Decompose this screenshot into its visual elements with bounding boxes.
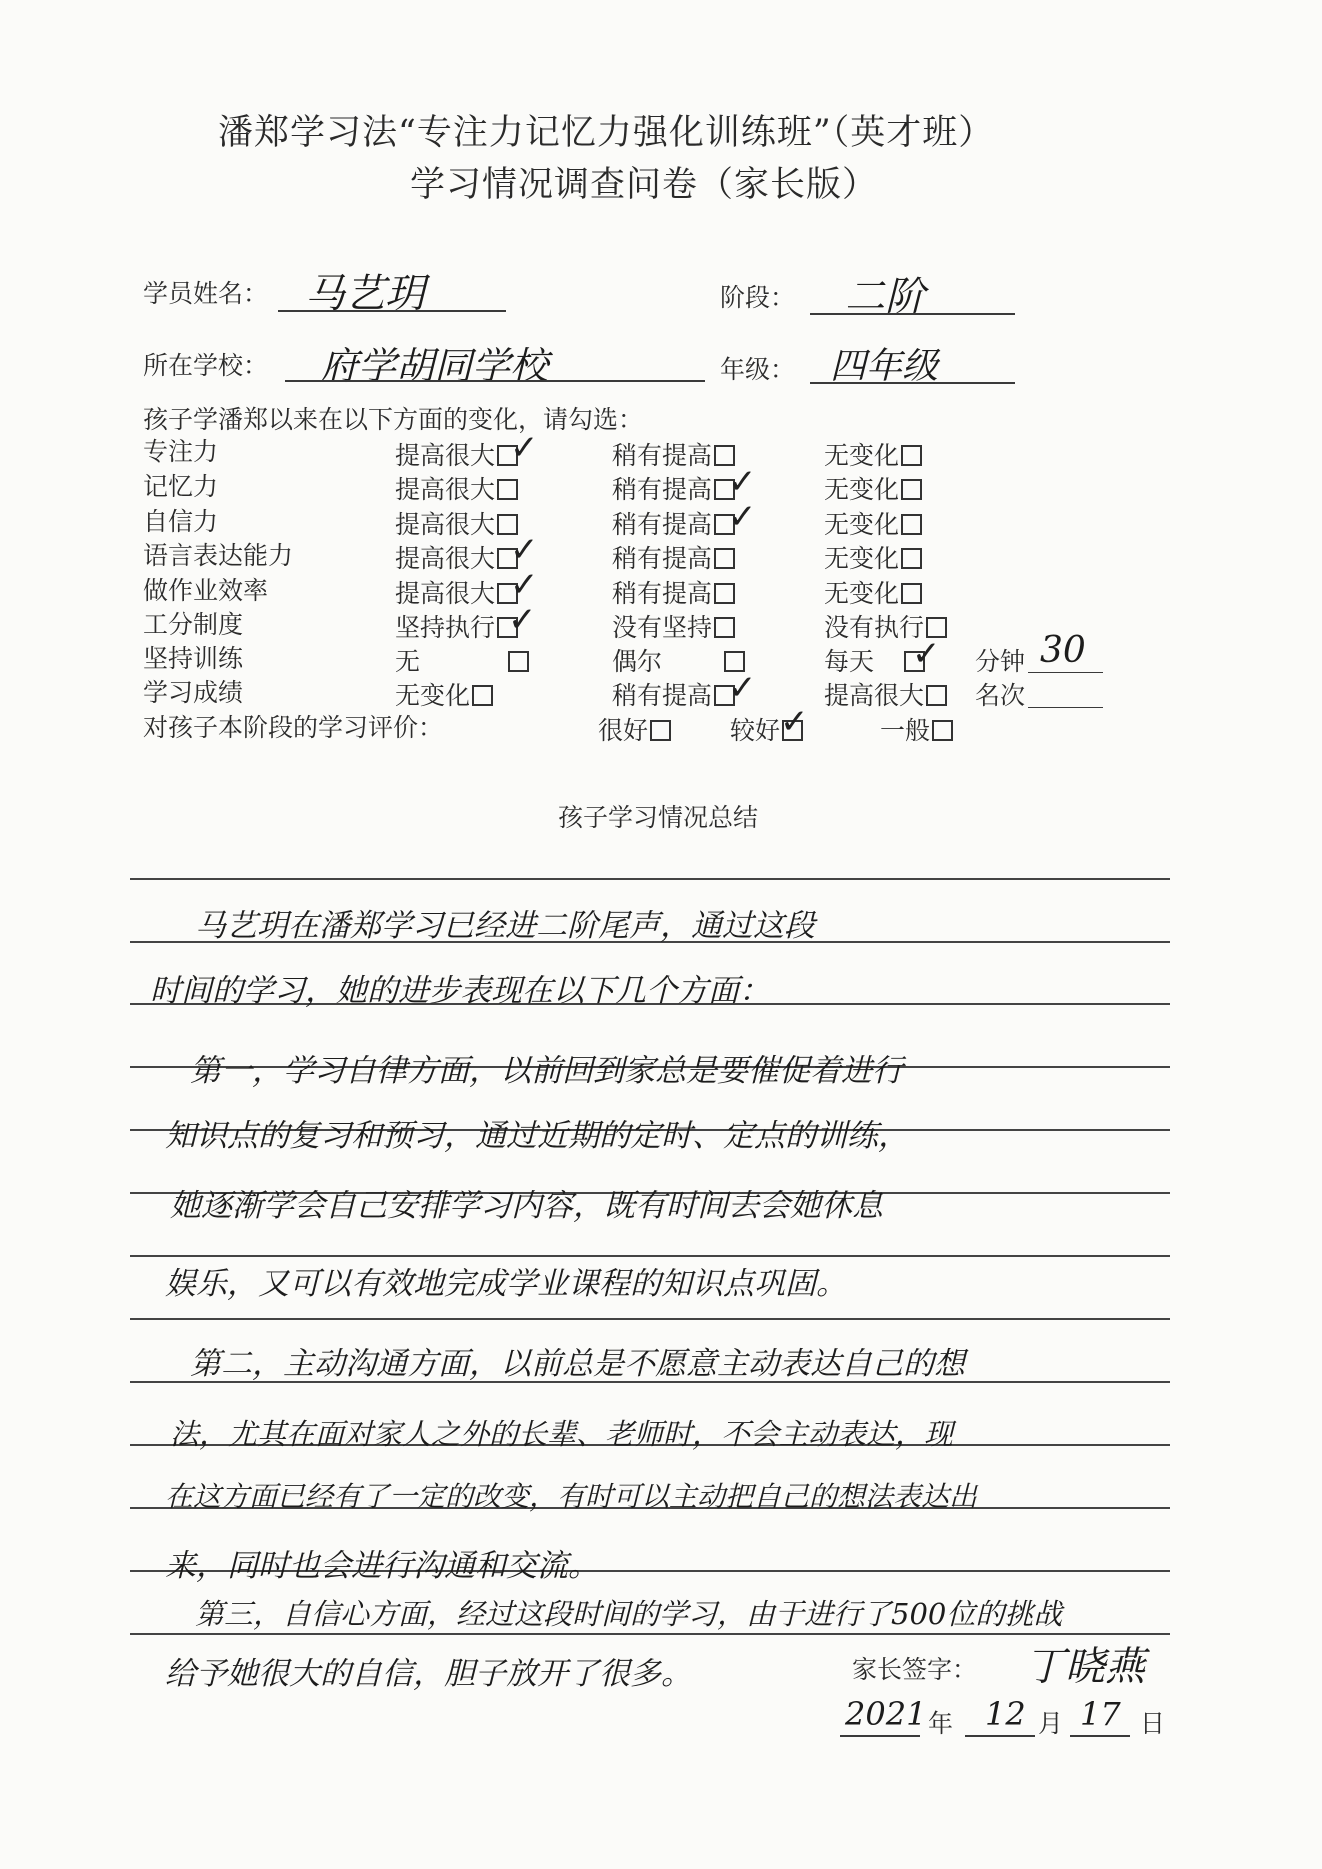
date-day-underline: [1070, 1735, 1130, 1737]
survey-instruction: 孩子学潘郑以来在以下方面的变化，请勾选：: [143, 405, 644, 434]
evaluation-label: 对孩子本阶段的学习评价：: [143, 713, 444, 742]
date-day: 17: [1080, 1695, 1121, 1733]
stage-value: 二阶: [845, 274, 925, 320]
row-label-concentration: 专注力: [143, 437, 219, 466]
summary-line: 她逐渐学会自己安排学习内容，既有时间去会她休息: [170, 1188, 883, 1224]
date-month-underline: [965, 1735, 1035, 1737]
date-month: 12: [985, 1695, 1026, 1733]
school-underline: [285, 380, 705, 382]
date-year-unit: 年: [928, 1709, 954, 1738]
school-label: 所在学校：: [143, 351, 269, 380]
option-row3-2[interactable]: 稍有提高: [612, 539, 735, 575]
checkbox[interactable]: [472, 685, 493, 706]
stage-label: 阶段：: [720, 283, 796, 312]
eval-option-good[interactable]: 较好: [730, 711, 803, 747]
checkbox[interactable]: [901, 445, 922, 466]
check-mark-icon: ✓: [728, 497, 757, 537]
school-value: 府学胡同学校: [320, 344, 549, 388]
option-row0-2[interactable]: 稍有提高: [612, 436, 735, 472]
checkbox[interactable]: [650, 720, 671, 741]
checkbox[interactable]: [901, 479, 922, 500]
option-row5-2[interactable]: 没有坚持: [612, 608, 735, 644]
option-row2-2[interactable]: 稍有提高: [612, 505, 735, 541]
row-label-memory: 记忆力: [143, 472, 219, 501]
checkbox[interactable]: [714, 617, 735, 638]
check-mark-icon: ✓: [508, 600, 537, 640]
ruled-line: [130, 1318, 1170, 1320]
option-row0-1[interactable]: 提高很大: [395, 436, 518, 472]
ruled-line: [130, 1633, 1170, 1635]
option-row7-2[interactable]: 稍有提高: [612, 676, 735, 712]
check-mark-icon: ✓: [728, 462, 757, 502]
summary-line: 来，同时也会进行沟通和交流。: [165, 1548, 599, 1584]
option-row6-3[interactable]: 每天: [824, 642, 925, 678]
checkbox[interactable]: [901, 548, 922, 569]
option-row1-1[interactable]: 提高很大: [395, 470, 518, 506]
row-label-points-system: 工分制度: [143, 610, 244, 639]
check-mark-icon: ✓: [728, 668, 757, 708]
document-title-line1: 潘郑学习法“专注力记忆力强化训练班”（英才班）: [218, 113, 995, 153]
minutes-label: 分钟: [975, 647, 1026, 676]
minutes-underline: [1028, 672, 1103, 673]
document-title-line2: 学习情况调查问卷（家长版）: [410, 165, 879, 205]
summary-line: 第三，自信心方面，经过这段时间的学习，由于进行了500位的挑战: [195, 1597, 1063, 1631]
grade-underline: [810, 382, 1015, 384]
summary-heading: 孩子学习情况总结: [558, 803, 759, 832]
option-row5-3[interactable]: 没有执行: [824, 608, 947, 644]
check-mark-icon: ✓: [510, 565, 539, 605]
signature-label: 家长签字：: [852, 1655, 978, 1684]
option-row2-3[interactable]: 无变化: [824, 505, 922, 541]
eval-option-very-good[interactable]: 很好: [598, 711, 671, 747]
row-label-grades: 学习成绩: [143, 678, 244, 707]
check-mark-icon: ✓: [912, 634, 941, 674]
signature-value: 丁晓燕: [1025, 1644, 1145, 1690]
date-day-unit: 日: [1140, 1709, 1166, 1738]
date-year-underline: [840, 1735, 920, 1737]
row-label-confidence: 自信力: [143, 507, 219, 536]
summary-line: 马艺玥在潘郑学习已经进二阶尾声，通过这段: [195, 908, 815, 944]
checkbox[interactable]: [497, 479, 518, 500]
option-row4-3[interactable]: 无变化: [824, 574, 922, 610]
summary-line: 时间的学习，她的进步表现在以下几个方面：: [150, 973, 770, 1009]
summary-line: 给予她很大的自信，胆子放开了很多。: [165, 1656, 692, 1692]
grade-value: 四年级: [830, 346, 939, 387]
option-row2-1[interactable]: 提高很大: [395, 505, 518, 541]
option-row5-1[interactable]: 坚持执行: [395, 608, 518, 644]
option-row1-3[interactable]: 无变化: [824, 470, 922, 506]
eval-option-average[interactable]: 一般: [880, 711, 953, 747]
ruled-line: [130, 1255, 1170, 1257]
date-year: 2021: [845, 1695, 927, 1733]
student-name-value: 马艺玥: [305, 271, 425, 317]
row-label-training: 坚持训练: [143, 644, 244, 673]
checkbox[interactable]: [714, 548, 735, 569]
option-row6-2[interactable]: 偶尔: [612, 642, 745, 678]
summary-line: 法，尤其在面对家人之外的长辈、老师时，不会主动表达，现: [170, 1417, 954, 1451]
option-row1-2[interactable]: 稍有提高: [612, 470, 735, 506]
option-row4-1[interactable]: 提高很大: [395, 574, 518, 610]
checkbox[interactable]: [932, 720, 953, 741]
checkbox[interactable]: [926, 685, 947, 706]
row-label-homework: 做作业效率: [143, 576, 269, 605]
date-month-unit: 月: [1038, 1709, 1064, 1738]
option-row7-1[interactable]: 无变化: [395, 676, 493, 712]
summary-line: 知识点的复习和预习，通过近期的定时、定点的训练，: [165, 1118, 909, 1154]
option-row3-3[interactable]: 无变化: [824, 539, 922, 575]
student-name-label: 学员姓名：: [143, 279, 269, 308]
minutes-value: 30: [1040, 630, 1086, 671]
grade-label: 年级：: [720, 355, 796, 384]
stage-underline: [810, 313, 1015, 315]
ruled-line: [130, 878, 1170, 880]
checkbox[interactable]: [714, 583, 735, 604]
option-row0-3[interactable]: 无变化: [824, 436, 922, 472]
rank-underline: [1028, 707, 1103, 708]
summary-line: 第一，学习自律方面，以前回到家总是要催促着进行: [190, 1053, 903, 1089]
check-mark-icon: ✓: [510, 530, 539, 570]
summary-line: 娱乐，又可以有效地完成学业课程的知识点巩固。: [165, 1266, 847, 1302]
checkbox[interactable]: [901, 583, 922, 604]
option-row3-1[interactable]: 提高很大: [395, 539, 518, 575]
check-mark-icon: ✓: [780, 702, 809, 742]
check-mark-icon: ✓: [510, 428, 539, 468]
option-row7-3[interactable]: 提高很大: [824, 676, 947, 712]
rank-label: 名次: [975, 681, 1026, 710]
option-row6-1[interactable]: 无: [395, 642, 529, 678]
summary-line: 第二，主动沟通方面，以前总是不愿意主动表达自己的想: [190, 1346, 965, 1382]
checkbox[interactable]: [901, 514, 922, 535]
summary-line: 在这方面已经有了一定的改变，有时可以主动把自己的想法表达出: [165, 1480, 978, 1513]
checkbox[interactable]: [508, 651, 529, 672]
option-row4-2[interactable]: 稍有提高: [612, 574, 735, 610]
row-label-language: 语言表达能力: [143, 541, 294, 570]
student-name-underline: [278, 310, 506, 312]
